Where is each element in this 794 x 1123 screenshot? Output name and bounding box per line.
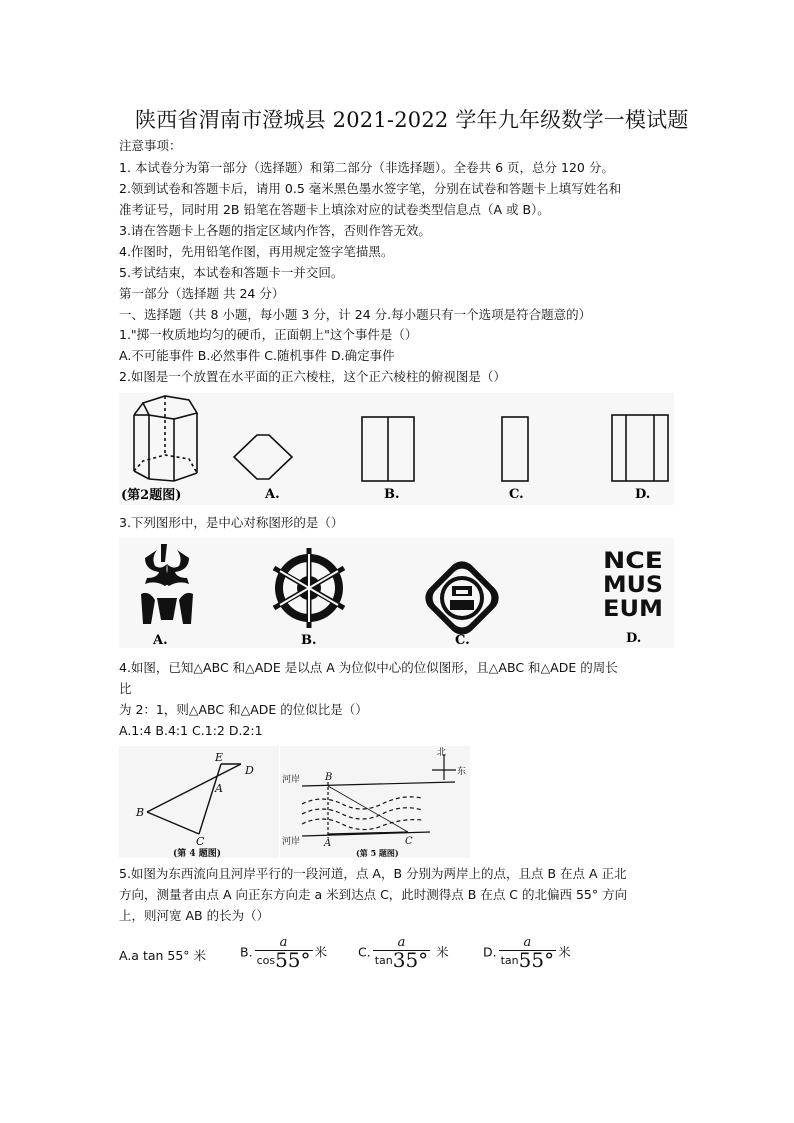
option-d-num: a — [499, 936, 556, 951]
q5-stem-c: 上，则河宽 AB 的长为（） — [119, 908, 270, 923]
option-c-prefix: C. — [358, 944, 371, 960]
q2-figure-svg — [119, 393, 674, 505]
q5-stem-b: 方向，测量者由点 A 向正东方向走 a 米到达点 C，此时测得点 B 在点 C 的北偏西 55° 方向 — [119, 887, 628, 902]
option-b-num: a — [255, 936, 313, 951]
point-c: C — [196, 835, 205, 848]
q5-option-d — [483, 936, 571, 970]
page-title: 陕西省渭南市澄城县 2021-2022 学年九年级数学一模试题 — [135, 108, 689, 132]
q3-label-b: B. — [301, 633, 317, 648]
note-2b: 准考证号，同时用 2B 铅笔在答题卡上填涂对应的试卷类型信息点（A 或 B）。 — [119, 202, 550, 217]
bank-top: 河岸 — [282, 775, 301, 785]
q4-options: A.1:4 B.4:1 C.1:2 D.2:1 — [119, 723, 263, 738]
notes-heading: 注意事项： — [119, 138, 182, 153]
q3-label-a: A. — [153, 633, 168, 648]
q2-figure — [119, 393, 674, 505]
point-a: A — [215, 782, 223, 795]
option-c-num: a — [373, 936, 430, 951]
option-d-unit: 米 — [558, 944, 571, 960]
q2-label-a: A. — [265, 487, 280, 502]
option-c-unit: 米 — [436, 944, 449, 960]
option-d-angle: 55° — [518, 948, 555, 972]
q3-label-c: C. — [455, 633, 470, 648]
point-c: C — [405, 836, 413, 847]
q2-label-b: B. — [384, 487, 400, 502]
option-d-prefix: D. — [483, 944, 497, 960]
q2-label-c: C. — [509, 487, 524, 502]
q2-caption: (第2题图) — [121, 488, 182, 503]
option-b-fraction — [255, 936, 313, 970]
point-e: E — [215, 751, 224, 764]
bank-bottom: 河岸 — [282, 837, 301, 847]
logo-line-2: MUS — [603, 573, 663, 598]
q5-option-b — [240, 936, 327, 970]
q2-stem: 2.如图是一个放置在水平面的正六棱柱，这个正六棱柱的俯视图是（） — [119, 369, 506, 384]
option-c-fraction — [373, 936, 430, 970]
option-d-logo — [603, 549, 663, 622]
q5-caption: (第 5 题图) — [356, 848, 399, 858]
point-a: A — [324, 838, 332, 849]
note-4: 4.作图时，先用铅笔作图，再用规定签字笔描黑。 — [119, 244, 394, 259]
option-d-fn: tan — [500, 954, 519, 967]
point-d: D — [245, 764, 254, 777]
q4-stem-a: 4.如图，已知△ABC 和△ADE 是以点 A 为位似中心的位似图形，且△ABC 和△ADE 的周长 — [119, 660, 618, 675]
q1-stem: 1."掷一枚质地均匀的硬币，正面朝上"这个事件是（） — [119, 327, 418, 342]
q3-stem: 3.下列图形中，是中心对称图形的是（） — [119, 515, 344, 530]
option-b-prefix: B. — [240, 944, 253, 960]
option-c-angle: 35° — [392, 948, 429, 972]
option-c-fn: tan — [374, 954, 393, 967]
note-2a: 2.领到试卷和答题卡后，请用 0.5 毫米黑色墨水签字笔，分别在试卷和答题卡上填写姓名和 — [119, 181, 622, 196]
option-b-unit: 米 — [314, 944, 328, 960]
q5-figure — [280, 746, 470, 858]
compass-east: 东 — [457, 767, 467, 777]
note-1: 1. 本试卷分为第一部分（选择题）和第二部分（非选择题）。全卷共 6 页，总分 120 分。 — [119, 160, 614, 175]
q5-option-a: A.a tan 55° 米 — [119, 948, 207, 963]
q4-caption: (第 4 题图) — [173, 849, 222, 858]
note-3: 3.请在答题卡上各题的指定区域内作答，否则作答无效。 — [119, 223, 431, 238]
q5-stem-a: 5.如图为东西流向且河岸平行的一段河道，点 A，B 分别为两岸上的点，且点 B 在点 A 正北 — [119, 866, 627, 881]
q3-figure — [119, 538, 674, 648]
q3-figure-svg — [119, 538, 674, 648]
option-b-fn: cos — [256, 954, 276, 967]
option-d-fraction — [499, 936, 556, 970]
logo-line-3: EUM — [603, 597, 663, 622]
q5-figure-svg — [280, 746, 470, 858]
q1-options: A.不可能事件 B.必然事件 C.随机事件 D.确定事件 — [119, 348, 395, 363]
q4-figure — [119, 746, 279, 858]
logo-line-1: NCE — [603, 549, 663, 574]
note-5: 5.考试结束，本试卷和答题卡一并交回。 — [119, 265, 344, 280]
q3-label-d: D. — [626, 631, 642, 646]
part1-heading: 第一部分（选择题 共 24 分） — [119, 286, 285, 301]
point-b: B — [136, 806, 145, 819]
section-heading: 一、选择题（共 8 小题，每小题 3 分，计 24 分.每小题只有一个选项是符合题意的） — [119, 307, 592, 322]
q4-stem-c: 为 2：1，则△ABC 和△ADE 的位似比是（） — [119, 702, 368, 717]
point-b: B — [325, 772, 333, 783]
option-b-angle: 55° — [275, 948, 311, 972]
q4-stem-b: 比 — [119, 681, 132, 696]
compass-north: 北 — [437, 748, 447, 758]
q4-figure-svg — [119, 746, 279, 858]
q5-option-c — [358, 936, 449, 970]
q2-label-d: D. — [635, 487, 651, 502]
